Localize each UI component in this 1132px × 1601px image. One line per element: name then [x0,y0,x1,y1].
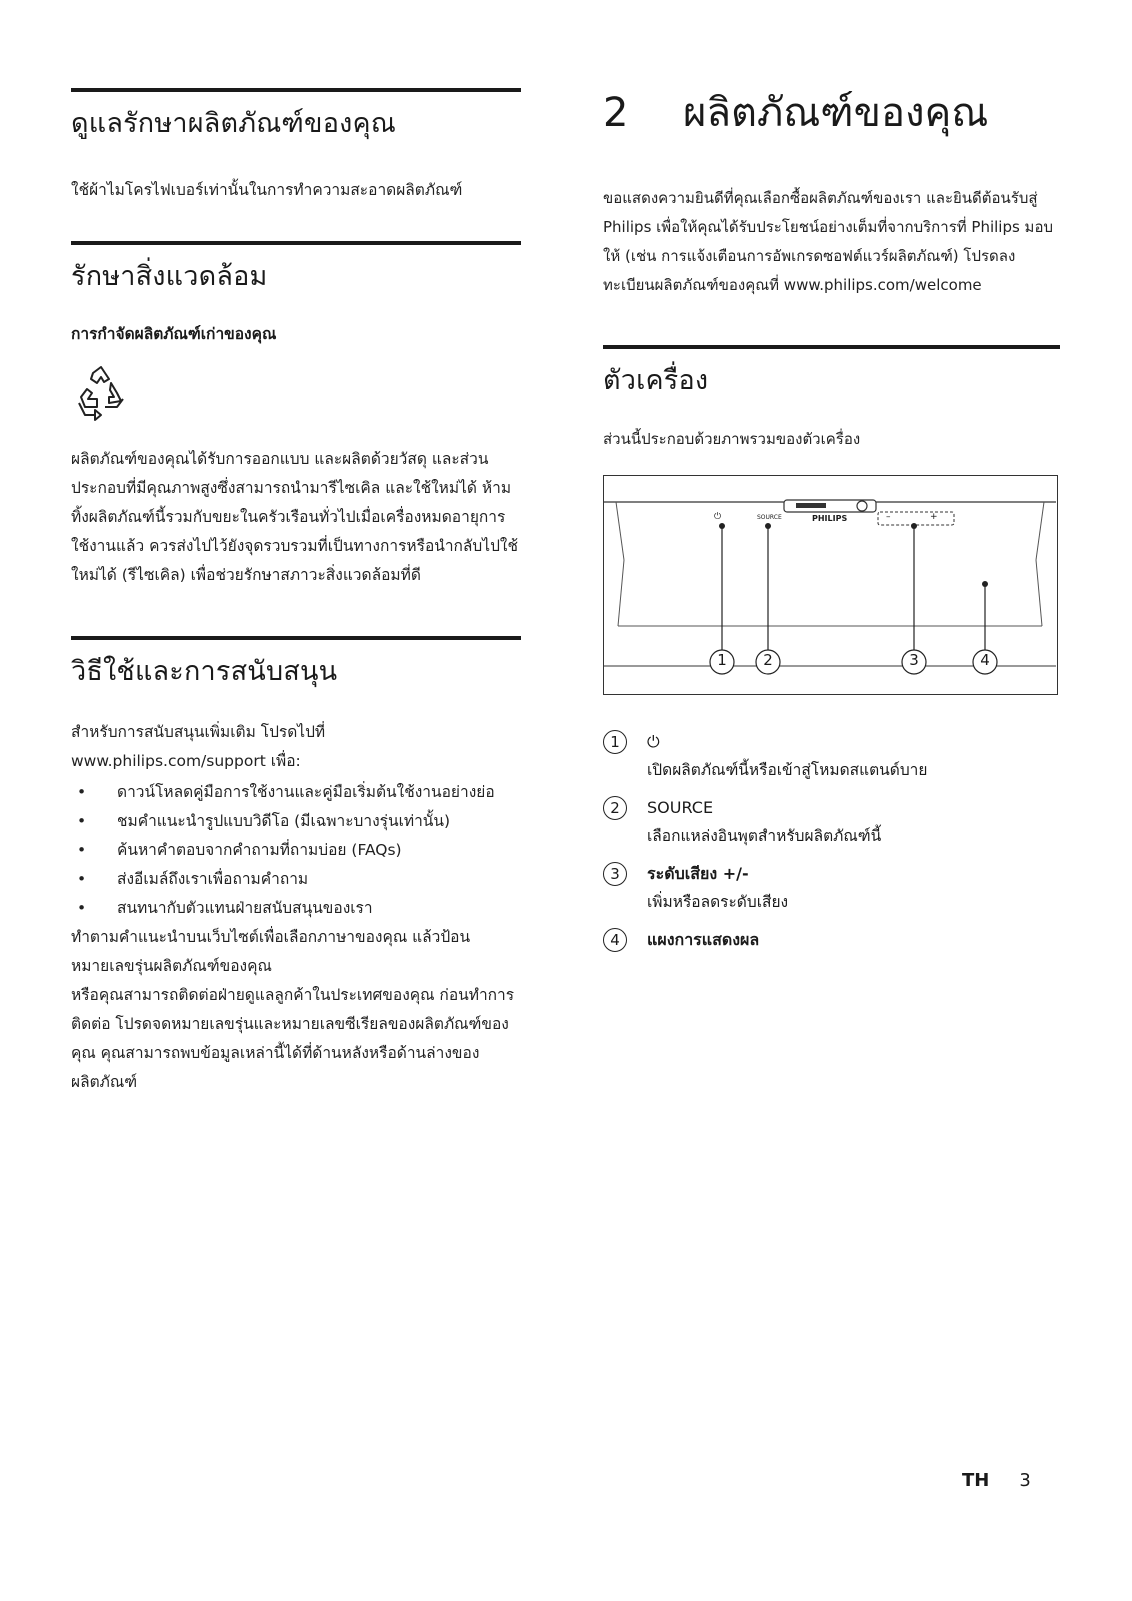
unit-legend [603,728,1060,964]
figure-source-label: SOURCE [757,514,782,521]
support-list [71,778,521,923]
item-title: แผงการแสดงผล [647,930,760,949]
unit-figure [603,475,1058,695]
legend-item [603,860,1060,916]
support-intro: สำหรับการสนับสนุนเพิ่มเติม โปรดไปที่ www.philips.com/support เพื่อ: [71,723,326,770]
intro-text: ขอแสดงความยินดีที่คุณเลือกซื้อผลิตภัณฑ์ของเรา และยินดีต้อนรับสู่ Philips เพื่อให้คุณได้รับประโยชน์อย่างเต็มที่จากบริการที่ Philips มอบให้ (เช่น การแจ้งเตือนการอัพเกรดซอฟต์แวร์ผลิตภัณฑ์) โปรดลงทะเบียนผลิตภัณฑ์ของคุณที่ www.philips.com/welcome [603,189,1053,294]
right-column [603,80,1060,949]
support-para-1: ทำตามคำแนะนำบนเว็บไซต์เพื่อเลือกภาษาของคุณ แล้วป้อนหมายเลขรุ่นผลิตภัณฑ์ของคุณ [71,928,471,975]
support-section [71,636,521,1097]
section-divider [603,345,1060,349]
figure-power-icon: ⏻ [714,512,722,522]
care-section [71,88,521,205]
chapter-title: ผลิตภัณฑ์ของคุณ [683,90,989,136]
support-heading: วิธีใช้และการสนับสนุน [71,656,338,687]
disposal-subheading: การกำจัดผลิตภัณฑ์เก่าของคุณ [71,325,277,343]
chapter-number: 2 [603,90,629,136]
care-heading: ดูแลรักษาผลิตภัณฑ์ของคุณ [71,108,397,139]
item-number: 1 [603,730,627,754]
environment-heading: รักษาสิ่งแวดล้อม [71,261,268,292]
item-number: 4 [603,928,627,952]
environment-section [71,241,521,590]
support-para-2: หรือคุณสามารถติดต่อฝ่ายดูแลลูกค้าในประเทศของคุณ ก่อนทำการติดต่อ โปรดจดหมายเลขรุ่นและหมายเลขซีเรียลของผลิตภัณฑ์ของคุณ คุณสามารถพบข้อมูลเหล่านี้ได้ที่ด้านหลังหรือด้านล่างของผลิตภัณฑ์ [71,986,515,1091]
callout-1: 1 [717,651,727,669]
legend-item [603,926,1060,954]
left-column [71,88,521,1097]
item-number: 2 [603,796,627,820]
section-divider [71,88,521,92]
list-item: • ส่งอีเมล์ถึงเราเพื่อถามคำถาม [71,865,521,894]
chapter-heading [603,80,1060,144]
item-title: ระดับเสียง +/- [647,864,749,883]
list-item: • ดาวน์โหลดคู่มือการใช้งานและคู่มือเริ่มต้นใช้งานอย่างย่อ [71,778,521,807]
list-item: • ค้นหาคำตอบจากคำถามที่ถามบ่อย (FAQs) [71,836,521,865]
section-divider [71,241,521,245]
legend-item [603,728,1060,784]
language-code: TH [962,1470,990,1491]
figure-plus: + [930,512,938,522]
unit-text: ส่วนนี้ประกอบด้วยภาพรวมของตัวเครื่อง [603,430,861,448]
item-number: 3 [603,862,627,886]
item-title: SOURCE [647,798,714,817]
list-item: • สนทนากับตัวแทนฝ่ายสนับสนุนของเรา [71,894,521,923]
unit-section [603,345,1060,454]
callout-2: 2 [763,651,773,669]
figure-brand: PHILIPS [812,514,848,523]
page-footer [962,1470,1031,1491]
page-number: 3 [1019,1470,1031,1491]
section-divider [71,636,521,640]
recycle-icon [71,363,131,423]
item-desc: เปิดผลิตภัณฑ์นี้หรือเข้าสู่โหมดสแตนด์บาย [647,761,928,779]
environment-text: ผลิตภัณฑ์ของคุณได้รับการออกแบบ และผลิตด้วยวัสดุ และส่วนประกอบที่มีคุณภาพสูงซึ่งสามารถนำมารีไซเคิล และใช้ใหม่ได้ ห้ามทิ้งผลิตภัณฑ์นี้รวมกับขยะในครัวเรือนทั่วไปเมื่อเครื่องหมดอายุการใช้งานแล้ว ควรส่งไปไว้ยังจุดรวบรวมที่เป็นทางการหรือนำกลับไปใช้ใหม่ได้ (รีไซเคิล) เพื่อช่วยรักษาสภาวะสิ่งแวดล้อมที่ดี [71,450,518,584]
item-desc: เลือกแหล่งอินพุตสำหรับผลิตภัณฑ์นี้ [647,827,882,845]
figure-minus: – [886,512,891,522]
callout-3: 3 [909,651,919,669]
unit-heading: ตัวเครื่อง [603,365,709,396]
power-icon: ⏻ [647,732,660,751]
care-text: ใช้ผ้าไมโครไฟเบอร์เท่านั้นในการทำความสะอาดผลิตภัณฑ์ [71,181,463,199]
callout-4: 4 [980,651,990,669]
item-desc: เพิ่มหรือลดระดับเสียง [647,893,789,911]
list-item: • ชมคำแนะนำรูปแบบวิดีโอ (มีเฉพาะบางรุ่นเท่านั้น) [71,807,521,836]
legend-item [603,794,1060,850]
